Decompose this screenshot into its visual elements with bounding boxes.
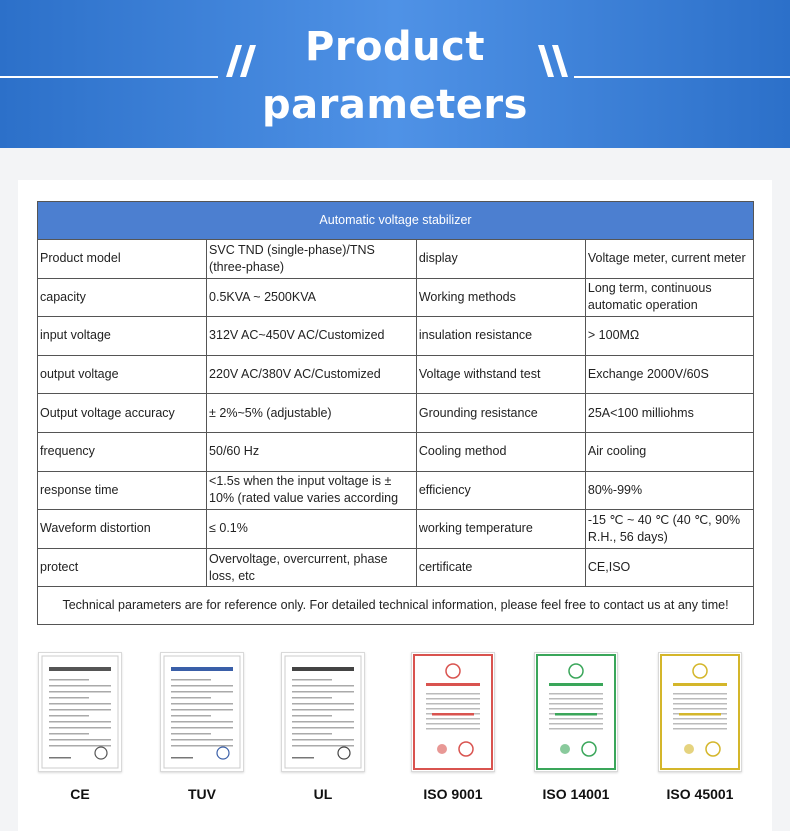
param-name-cell bbox=[416, 240, 585, 279]
param-value: 80%-99% bbox=[587, 482, 643, 497]
param-name: input voltage bbox=[40, 328, 111, 343]
param-name: efficiency bbox=[418, 482, 471, 497]
table-row bbox=[38, 510, 754, 549]
param-name-cell bbox=[38, 278, 207, 317]
param-name: Waveform distortion bbox=[40, 521, 151, 536]
param-name-cell bbox=[38, 471, 207, 510]
param-value-cell bbox=[207, 510, 417, 549]
param-name: certificate bbox=[418, 560, 473, 575]
param-value: 312V AC~450V AC/Customized bbox=[209, 328, 385, 343]
param-value: ± 2%~5% (adjustable) bbox=[209, 405, 332, 420]
param-name: display bbox=[418, 251, 458, 266]
param-name-cell bbox=[38, 355, 207, 394]
param-name: Working methods bbox=[418, 289, 516, 304]
param-name: Product model bbox=[40, 251, 121, 266]
certificate-image[interactable] bbox=[160, 652, 244, 772]
param-name: Grounding resistance bbox=[418, 405, 538, 420]
certificate-drawing bbox=[535, 653, 617, 771]
param-name: frequency bbox=[40, 444, 95, 459]
param-name-cell bbox=[38, 317, 207, 356]
parameter-table bbox=[37, 201, 754, 625]
param-value: 0.5KVA ~ 2500KVA bbox=[209, 289, 316, 304]
certificate-drawing bbox=[412, 653, 494, 771]
param-name-cell bbox=[416, 278, 585, 317]
certificate-image[interactable] bbox=[411, 652, 495, 772]
param-name-cell bbox=[416, 510, 585, 549]
param-value: ≤ 0.1% bbox=[209, 521, 248, 536]
page-title-line-2: parameters bbox=[262, 82, 528, 128]
param-name: Cooling method bbox=[418, 444, 507, 459]
param-value: SVC TND (single-phase)/TNS (three-phase) bbox=[209, 242, 375, 274]
param-value-cell bbox=[585, 432, 753, 471]
disclaimer-note: Technical parameters are for reference only. For detailed technical information, please feel free to contact us at any time! bbox=[38, 587, 754, 625]
table-row bbox=[38, 317, 754, 356]
decorative-slash-right bbox=[530, 40, 790, 80]
certificate-label: ISO 45001 bbox=[666, 786, 734, 802]
param-value: Exchange 2000V/60S bbox=[587, 367, 709, 382]
param-value: Long term, continuous automatic operation bbox=[587, 281, 712, 313]
param-value: CE,ISO bbox=[587, 560, 631, 575]
table-row bbox=[38, 471, 754, 510]
param-value-cell bbox=[207, 355, 417, 394]
param-name-cell bbox=[416, 317, 585, 356]
param-value-cell bbox=[585, 471, 753, 510]
param-value-cell bbox=[585, 355, 753, 394]
certificate-drawing bbox=[161, 653, 243, 771]
param-value-cell bbox=[585, 394, 753, 433]
param-value: <1.5s when the input voltage is ± 10% (rated value varies according bbox=[209, 474, 399, 506]
table-row bbox=[38, 355, 754, 394]
param-name: Output voltage accuracy bbox=[40, 405, 175, 420]
table-row bbox=[38, 394, 754, 433]
param-value-cell bbox=[207, 317, 417, 356]
param-value: > 100MΩ bbox=[587, 328, 640, 343]
param-name-cell bbox=[416, 548, 585, 587]
certificate-image[interactable] bbox=[534, 652, 618, 772]
param-value-cell bbox=[207, 278, 417, 317]
certificate-gallery bbox=[30, 650, 760, 810]
certificate-drawing bbox=[39, 653, 121, 771]
param-value: Overvoltage, overcurrent, phase loss, etc bbox=[209, 551, 388, 583]
certificate-drawing bbox=[659, 653, 741, 771]
certificate-label: TUV bbox=[188, 786, 216, 802]
certificate-label: UL bbox=[313, 786, 333, 802]
certificate-image[interactable] bbox=[658, 652, 742, 772]
param-value-cell bbox=[585, 510, 753, 549]
param-name-cell bbox=[38, 240, 207, 279]
param-name-cell bbox=[416, 394, 585, 433]
param-name-cell bbox=[416, 355, 585, 394]
param-name-cell bbox=[416, 471, 585, 510]
param-value-cell bbox=[207, 240, 417, 279]
table-row bbox=[38, 240, 754, 279]
table-note-row bbox=[38, 587, 754, 625]
param-value: -15 ℃ ~ 40 ℃ (40 ℃, 90% R.H., 56 days) bbox=[587, 512, 741, 544]
table-heading: Automatic voltage stabilizer bbox=[38, 202, 754, 240]
param-value-cell bbox=[585, 278, 753, 317]
certificate-drawing bbox=[282, 653, 364, 771]
param-value-cell bbox=[207, 432, 417, 471]
param-name-cell bbox=[38, 510, 207, 549]
param-name: protect bbox=[40, 560, 79, 575]
certificate-image[interactable] bbox=[281, 652, 365, 772]
param-value: Voltage meter, current meter bbox=[587, 251, 746, 266]
param-name-cell bbox=[38, 548, 207, 587]
param-name: output voltage bbox=[40, 367, 119, 382]
param-value: 50/60 Hz bbox=[209, 444, 260, 459]
table-heading-row bbox=[38, 202, 754, 240]
table-row bbox=[38, 278, 754, 317]
certificate-label: ISO 14001 bbox=[542, 786, 610, 802]
param-value-cell bbox=[585, 317, 753, 356]
table-row bbox=[38, 548, 754, 587]
certificate-label: CE bbox=[70, 786, 90, 802]
table-row bbox=[38, 432, 754, 471]
param-value: Air cooling bbox=[587, 444, 647, 459]
parameter-table-body bbox=[38, 202, 754, 625]
param-name-cell bbox=[38, 432, 207, 471]
param-name-cell bbox=[416, 432, 585, 471]
param-value-cell bbox=[207, 548, 417, 587]
param-value: 25A<100 milliohms bbox=[587, 405, 694, 420]
header-banner bbox=[0, 0, 790, 148]
param-value-cell bbox=[585, 548, 753, 587]
certificate-label: ISO 9001 bbox=[423, 786, 483, 802]
param-name: capacity bbox=[40, 289, 86, 304]
param-value-cell bbox=[207, 471, 417, 510]
param-name: response time bbox=[40, 482, 119, 497]
page-title-line-1: Product bbox=[305, 24, 485, 70]
param-name: working temperature bbox=[418, 521, 533, 536]
param-value-cell bbox=[207, 394, 417, 433]
param-name: insulation resistance bbox=[418, 328, 533, 343]
certificate-image[interactable] bbox=[38, 652, 122, 772]
param-name: Voltage withstand test bbox=[418, 367, 541, 382]
param-value-cell bbox=[585, 240, 753, 279]
param-value: 220V AC/380V AC/Customized bbox=[209, 367, 381, 382]
param-name-cell bbox=[38, 394, 207, 433]
